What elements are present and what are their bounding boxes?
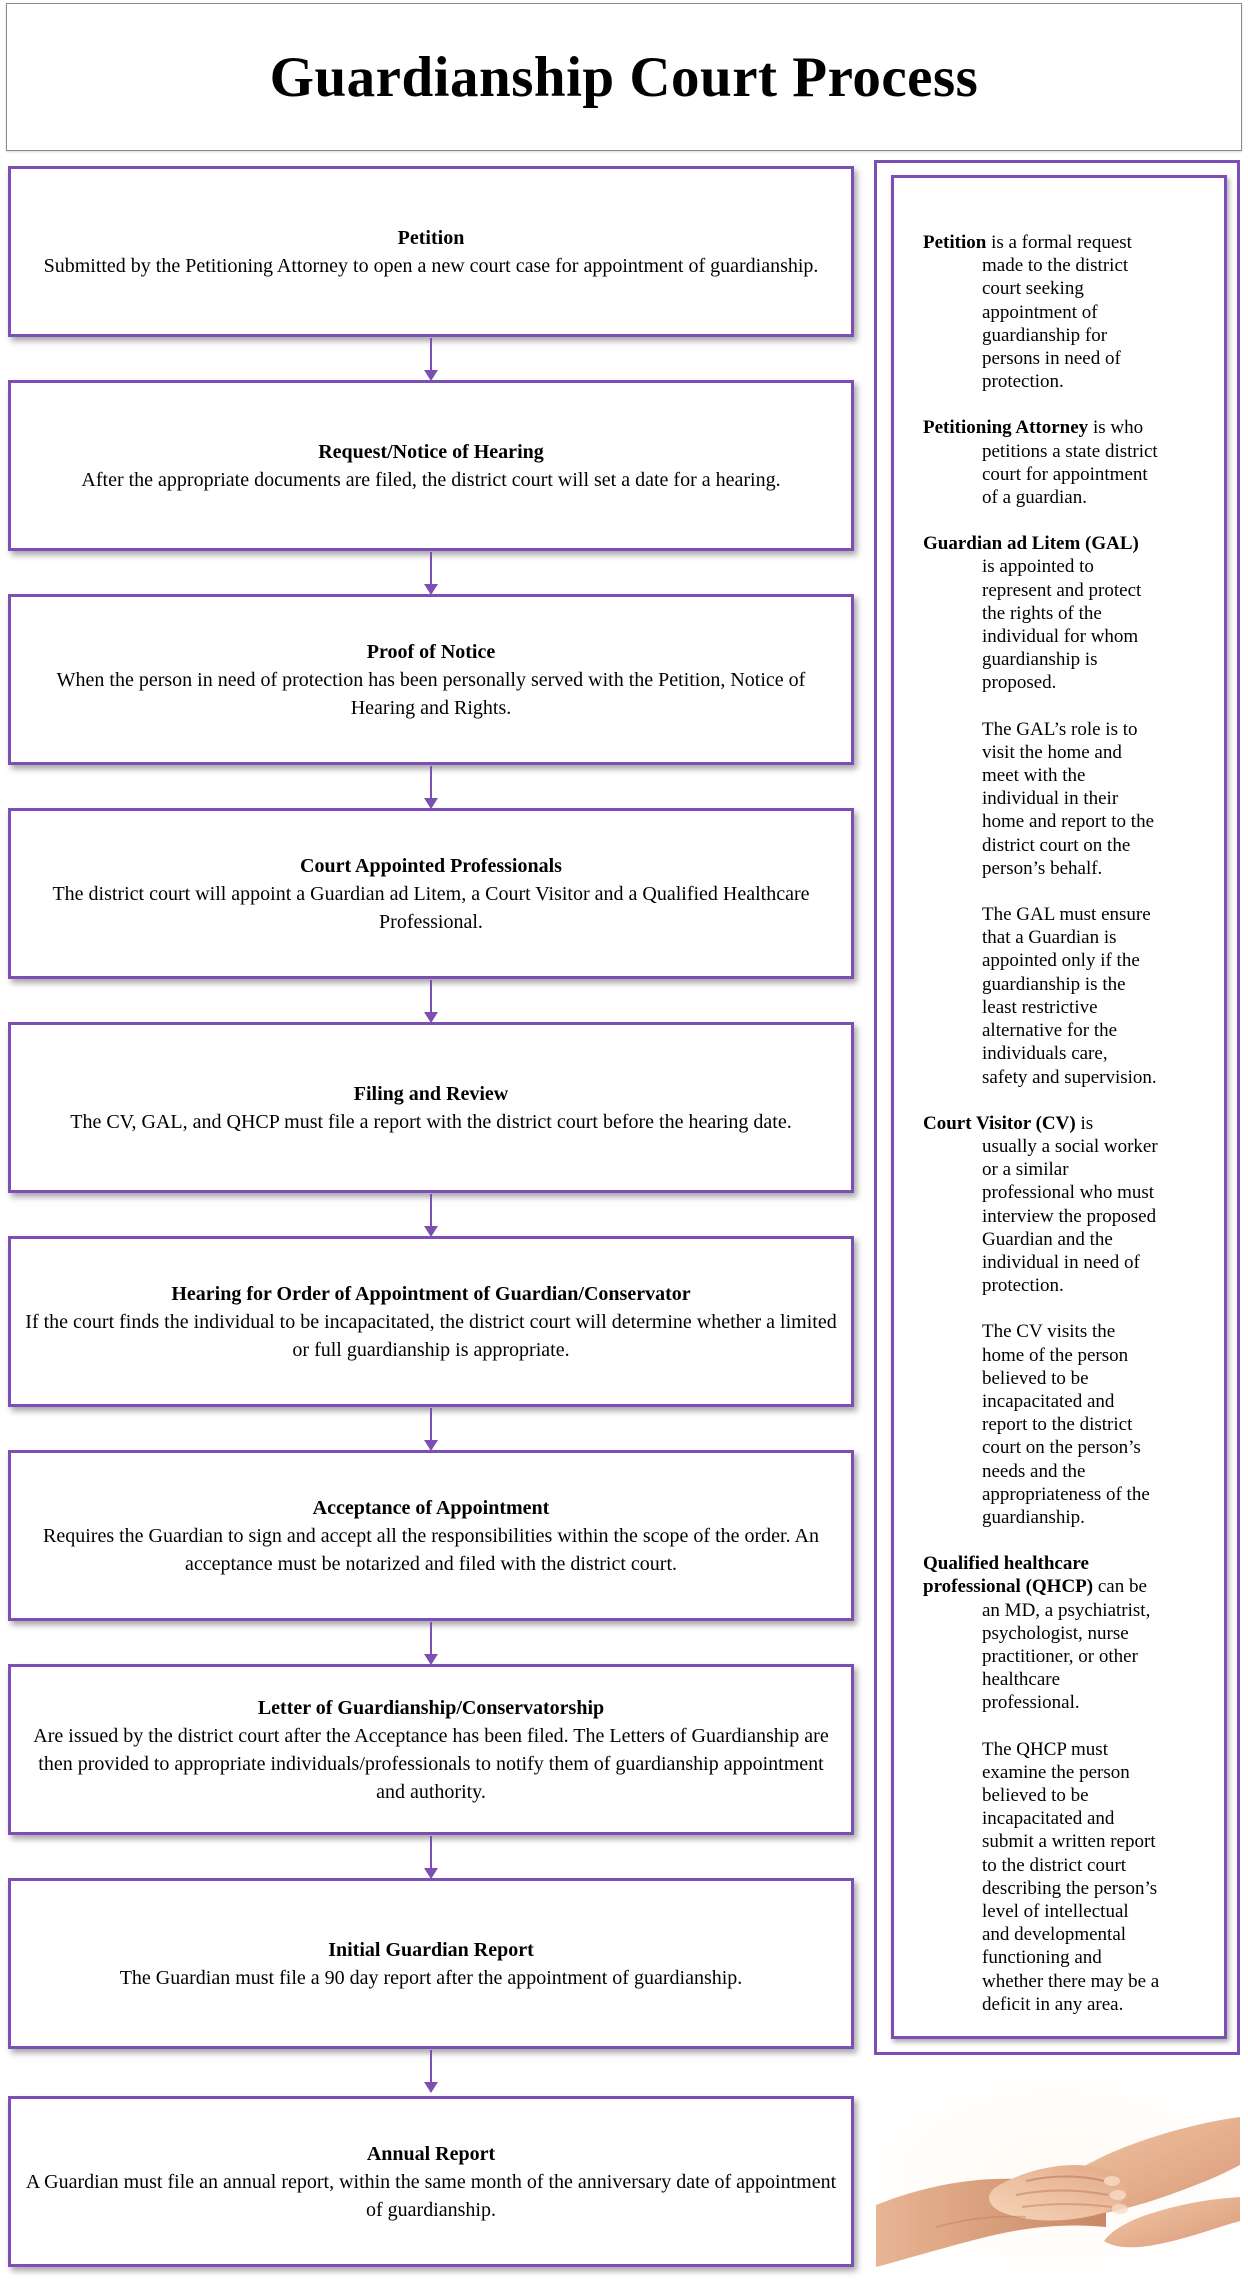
step-title: Filing and Review xyxy=(353,1082,509,1105)
definition-line: protection. xyxy=(982,1275,1064,1297)
definition-line: home and report to the xyxy=(982,811,1155,833)
definition-line: incapacitated and xyxy=(982,1390,1115,1412)
definitions-panel xyxy=(891,175,1227,2039)
definition-line: individual for whom xyxy=(982,626,1139,648)
definition-line: an MD, a psychiatrist, xyxy=(982,1599,1151,1621)
definition-line: level of intellectual xyxy=(982,1901,1129,1922)
definition-line: alternative for the xyxy=(982,1020,1118,1042)
definition-lead: is a formal request xyxy=(986,232,1132,253)
definition-line: made to the district xyxy=(982,255,1129,277)
step-initial-guardian-report xyxy=(8,1878,854,2049)
step-letter-of-guardianship xyxy=(8,1664,854,1835)
definition-line: or a similar xyxy=(982,1159,1069,1181)
step-hearing-for-order xyxy=(8,1236,854,1407)
holding-hands-image xyxy=(876,2077,1240,2273)
definition-line: is appointed to xyxy=(982,556,1094,578)
step-court-appointed-professionals xyxy=(8,808,854,979)
definition-petition xyxy=(923,231,1224,393)
step-description: When the person in need of protection has been personally served with the Petition, Notice of Hearing and Rights. xyxy=(56,668,806,719)
definition-line: whether there may be a xyxy=(982,1970,1160,1992)
definition-line: examine the person xyxy=(982,1761,1130,1783)
definition-court-visitor xyxy=(923,1112,1224,1529)
definition-line: believed to be xyxy=(982,1367,1089,1389)
definition-line: The QHCP must xyxy=(982,1738,1108,1760)
definition-line: healthcare xyxy=(982,1669,1061,1691)
definition-line: appointment of xyxy=(982,301,1098,323)
step-description: The Guardian must file a 90 day report after the appointment of guardianship. xyxy=(119,1966,743,1989)
definition-line: appropriateness of the xyxy=(982,1483,1150,1505)
definition-line: report to the district xyxy=(982,1414,1133,1436)
definition-line: persons in need of xyxy=(982,348,1121,370)
definition-lead: is who xyxy=(1088,417,1144,439)
definition-line: guardianship is the xyxy=(982,973,1126,995)
step-filing-and-review xyxy=(8,1022,854,1193)
arrow-icon xyxy=(420,1836,442,1880)
step-description: Submitted by the Petitioning Attorney to open a new court case for appointment of guardianship. xyxy=(43,254,819,277)
step-description: The district court will appoint a Guardian ad Litem, a Court Visitor and a Qualified Healthcare Professional. xyxy=(52,882,810,933)
definition-line: professional who must xyxy=(982,1182,1155,1204)
definition-line: court on the person’s xyxy=(982,1437,1141,1459)
step-title: Proof of Notice xyxy=(366,640,496,663)
arrow-icon xyxy=(420,766,442,810)
step-description: The CV, GAL, and QHCP must file a report with the district court before the hearing date. xyxy=(70,1110,792,1133)
definition-line: individual in need of xyxy=(982,1251,1140,1273)
definition-line: professional. xyxy=(982,1692,1080,1714)
definition-line: describing the person’s xyxy=(982,1877,1158,1899)
definition-line: of a guardian. xyxy=(982,487,1087,509)
definition-line: needs and the xyxy=(982,1460,1086,1482)
arrow-icon xyxy=(420,552,442,596)
definition-line: the rights of the xyxy=(982,602,1102,624)
definition-guardian-ad-litem xyxy=(923,532,1224,1088)
step-annual-report xyxy=(8,2096,854,2267)
definition-term: Guardian ad Litem (GAL) xyxy=(923,533,1139,555)
definition-line: usually a social worker xyxy=(982,1135,1158,1157)
definition-term: Court Visitor (CV) xyxy=(923,1112,1076,1134)
arrow-icon xyxy=(420,1408,442,1452)
definition-line: guardianship for xyxy=(982,324,1108,346)
definition-petitioning-attorney xyxy=(923,416,1224,509)
definition-line: practitioner, or other xyxy=(982,1645,1138,1667)
definition-line: district court on the xyxy=(982,834,1131,856)
definition-line: court for appointment xyxy=(982,463,1148,485)
arrow-icon xyxy=(420,338,442,382)
definition-line: meet with the xyxy=(982,765,1086,787)
definition-line: guardianship is xyxy=(982,649,1098,671)
definition-line: The GAL’s role is to xyxy=(982,718,1138,740)
definition-line: psychologist, nurse xyxy=(982,1622,1129,1644)
definition-term: professional (QHCP) xyxy=(923,1576,1094,1598)
page-title: Guardianship Court Process xyxy=(269,45,979,109)
definition-line: individuals care, xyxy=(982,1043,1108,1065)
definition-lead: can be xyxy=(1093,1576,1147,1598)
step-description: Requires the Guardian to sign and accept all the responsibilities within the scope of the order. An acceptance must be notarized and filed with the district court. xyxy=(43,1524,819,1575)
step-title: Request/Notice of Hearing xyxy=(318,440,544,463)
definition-term: Petitioning Attorney xyxy=(923,417,1089,439)
definition-qhcp xyxy=(923,1552,1224,2016)
definition-line: believed to be xyxy=(982,1784,1089,1806)
definition-line: incapacitated and xyxy=(982,1808,1115,1830)
step-title: Acceptance of Appointment xyxy=(312,1496,550,1519)
step-title: Hearing for Order of Appointment of Guardian/Conservator xyxy=(171,1282,691,1305)
definition-line: deficit in any area. xyxy=(982,1993,1124,2015)
definition-line: functioning and xyxy=(982,1947,1102,1969)
step-petition xyxy=(8,166,854,337)
definition-line: individual in their xyxy=(982,788,1119,810)
definition-line: least restrictive xyxy=(982,996,1098,1018)
definition-term: Qualified healthcare xyxy=(923,1553,1089,1575)
definition-line: that a Guardian is xyxy=(982,927,1117,949)
definition-term: Petition xyxy=(923,232,987,253)
step-description: A Guardian must file an annual report, within the same month of the anniversary date of appointment of guardianship. xyxy=(25,2170,837,2221)
definition-line: protection. xyxy=(982,371,1064,393)
definition-line: and developmental xyxy=(982,1924,1127,1946)
arrow-icon xyxy=(420,1194,442,1238)
step-description: If the court finds the individual to be incapacitated, the district court will determine whether a limited or full guardianship is appropriate. xyxy=(25,1310,837,1361)
title-box xyxy=(6,3,1242,151)
definition-line: visit the home and xyxy=(982,741,1122,763)
arrow-icon xyxy=(420,2050,442,2094)
step-title: Petition xyxy=(397,226,465,249)
definition-lead: is xyxy=(1075,1112,1094,1134)
step-title: Letter of Guardianship/Conservatorship xyxy=(257,1696,605,1719)
definition-line: to the district court xyxy=(982,1854,1127,1876)
definition-line: court seeking xyxy=(982,278,1084,300)
step-acceptance-of-appointment xyxy=(8,1450,854,1621)
definition-line: proposed. xyxy=(982,672,1057,694)
step-description: Are issued by the district court after the Acceptance has been filed. The Letters of Guardianship are then provided to appropriate individuals/professionals to notify them of guardianship appointment and authority. xyxy=(33,1724,829,1803)
arrow-icon xyxy=(420,1622,442,1666)
definition-line: home of the person xyxy=(982,1344,1129,1366)
definition-line: The CV visits the xyxy=(982,1321,1116,1343)
step-title: Court Appointed Professionals xyxy=(300,854,562,877)
arrow-icon xyxy=(420,980,442,1024)
definition-line: guardianship. xyxy=(982,1506,1085,1528)
step-title: Initial Guardian Report xyxy=(328,1938,534,1961)
definition-line: represent and protect xyxy=(982,579,1142,601)
definition-line: submit a written report xyxy=(982,1831,1156,1853)
definition-line: Guardian and the xyxy=(982,1228,1113,1250)
definition-line: safety and supervision. xyxy=(982,1066,1157,1088)
definition-line: appointed only if the xyxy=(982,950,1140,972)
step-description: After the appropriate documents are filed, the district court will set a date for a hearing. xyxy=(81,468,781,491)
step-request-notice-of-hearing xyxy=(8,380,854,551)
definition-line: interview the proposed xyxy=(982,1205,1157,1227)
step-title: Annual Report xyxy=(366,2142,496,2165)
definition-line: person’s behalf. xyxy=(982,857,1103,879)
definition-line: The GAL must ensure xyxy=(982,904,1151,926)
definition-line: petitions a state district xyxy=(982,440,1158,462)
step-proof-of-notice xyxy=(8,594,854,765)
